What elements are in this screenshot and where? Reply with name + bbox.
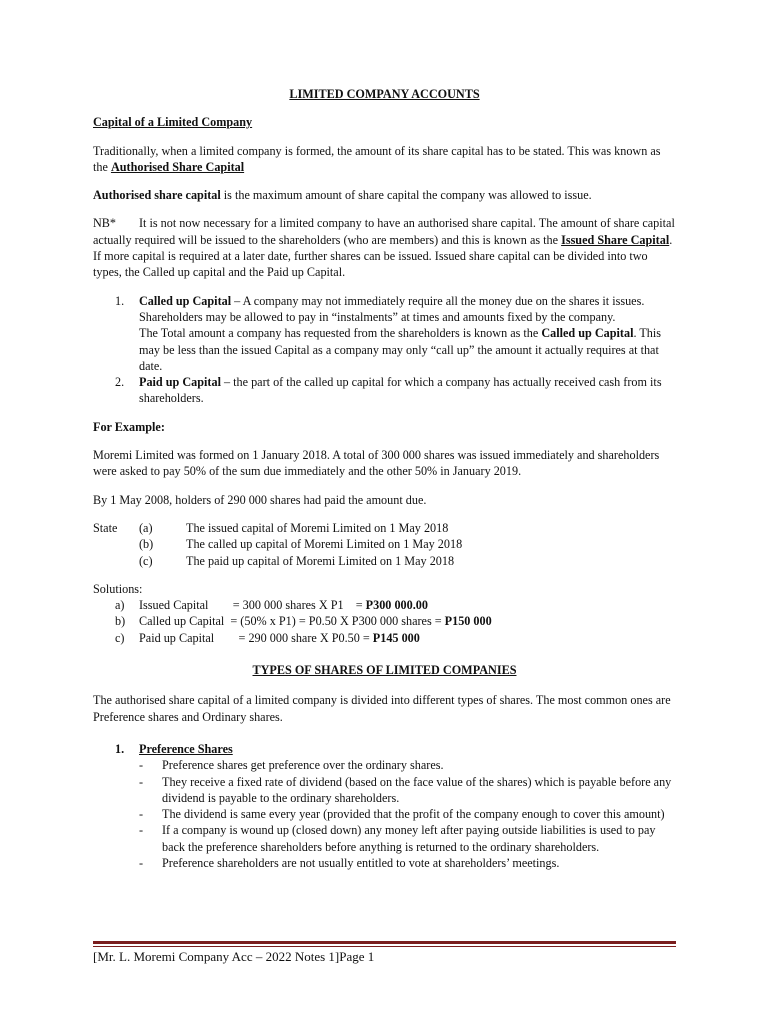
solution-label: a) [115, 598, 125, 613]
solution-answer: P300 000.00 [365, 598, 428, 613]
item-number: 2. [115, 375, 125, 390]
solution-label: c) [115, 630, 125, 645]
text: – the part of the called up capital for which a company has actually received cash from its shareholders. [139, 375, 662, 406]
state-item-label: (b) [139, 537, 154, 552]
text: . This may be less than the issued Capital as a company may only “call up” the amount it actually requires at that date. [139, 326, 662, 373]
paragraph-authorised-definition [93, 187, 676, 203]
list-item [93, 774, 676, 807]
dash-marker: - [139, 807, 144, 822]
text: It is not now necessary for a limited company to have an authorised share capital. The amount of share capital actually required will be issued to the shareholders (who are members) and this is known as the [93, 216, 675, 247]
bullet-text: If a company is wound up (closed down) any money left after paying outside liabilities is used to pay back the preference shareholders before anything is returned to the ordinary shareholders. [162, 823, 656, 854]
solution-row [93, 613, 676, 629]
page-footer: [Mr. L. Moremi Company Acc – 2022 Notes 1]Page 1 [93, 949, 375, 964]
solutions-label: Solutions: [93, 581, 143, 596]
solution-label: b) [115, 614, 126, 629]
state-label: State [93, 520, 118, 535]
bullet-text: Preference shareholders are not usually entitled to vote at shareholders’ meetings. [162, 855, 560, 870]
text: . If more capital is required at a later date, further shares can be issued. Issued share capital can be divided into two types, the Called up capital and the Paid up Capital. [93, 232, 673, 280]
nb-tag: NB* [93, 216, 117, 231]
list-item [93, 293, 676, 374]
solution-answer: P150 000 [444, 614, 492, 629]
footer-rule-thick [93, 941, 676, 944]
state-item-label: (c) [139, 553, 153, 568]
bullet-text: They receive a fixed rate of dividend (based on the face value of the shares) which is payable before any dividend is payable to the ordinary shareholders. [162, 774, 672, 805]
term: Called up Capital [541, 326, 634, 341]
solution-text: Called up Capital = (50% x P1) = P0.50 X P300 000 shares = [139, 614, 445, 629]
list-item [93, 374, 676, 407]
section-heading-capital: Capital of a Limited Company [93, 115, 253, 130]
example-heading [93, 419, 676, 435]
solution-text: Issued Capital = 300 000 shares X P1 = [139, 598, 366, 613]
list-item [93, 806, 676, 822]
heading-text: For Example: [93, 419, 165, 434]
dash-marker: - [139, 855, 144, 870]
item-body [139, 293, 676, 374]
preference-shares-heading [93, 741, 676, 757]
term-authorised-share-capital: Authorised Share Capital [110, 159, 245, 174]
sub-number: 1. [115, 741, 125, 756]
bullet-text: Preference shares get preference over the ordinary shares. [162, 758, 444, 773]
text: The Total amount a company has requested from the shareholders is known as the [139, 326, 542, 341]
state-item-label: (a) [139, 520, 153, 535]
document-title: LIMITED COMPANY ACCOUNTS [289, 87, 480, 101]
text: Traditionally, when a limited company is formed, the amount of its share capital has to be stated. This was known as the [93, 143, 661, 174]
paragraph-nb [93, 215, 676, 280]
dash-marker: - [139, 774, 144, 789]
sub-heading: Preference Shares [139, 741, 233, 756]
term: Paid up Capital [139, 375, 221, 390]
text: – A company may not immediately require all the money due on the shares it issues. Shareholders may be allowed to pay in “instalments” at times and amounts fixed by the company. [139, 293, 645, 324]
dash-marker: - [139, 823, 144, 838]
example-paragraph-1: Moremi Limited was formed on 1 January 2018. A total of 300 000 shares was issued immediately and shareholders were asked to pay 50% of the sum due immediately and the other 50% in January 2019. [93, 448, 660, 479]
text: is the maximum amount of share capital the company was allowed to issue. [220, 188, 592, 203]
section-title-types-of-shares: TYPES OF SHARES OF LIMITED COMPANIES [252, 663, 517, 678]
dash-marker: - [139, 758, 144, 773]
item-number: 1. [115, 293, 125, 308]
list-item [93, 822, 676, 855]
state-item-text: The paid up capital of Moremi Limited on 1 May 2018 [186, 553, 455, 568]
state-item-text: The issued capital of Moremi Limited on 1 May 2018 [186, 520, 449, 535]
term: Called up Capital [139, 293, 232, 308]
types-intro-paragraph: The authorised share capital of a limited company is divided into different types of shares. The most common ones are Preference shares and Ordinary shares. [93, 693, 671, 724]
bullet-text: The dividend is same every year (provided that the profit of the company enough to cover this amount) [162, 807, 665, 822]
term: Authorised share capital [93, 188, 221, 203]
state-item-text: The called up capital of Moremi Limited on 1 May 2018 [186, 537, 463, 552]
capital-types-list [93, 293, 676, 407]
example-paragraph-2: By 1 May 2008, holders of 290 000 shares had paid the amount due. [93, 492, 427, 507]
solution-answer: P145 000 [372, 630, 420, 645]
item-body [139, 374, 676, 407]
preference-shares-list [93, 757, 676, 871]
document-page [93, 86, 676, 871]
solutions-block [93, 581, 676, 646]
solution-row [93, 630, 676, 646]
footer-rule-thin [93, 946, 676, 947]
solution-text: Paid up Capital = 290 000 share X P0.50 = [139, 630, 373, 645]
list-item [93, 855, 676, 871]
paragraph-traditionally [93, 143, 676, 176]
term-issued-share-capital: Issued Share Capital [561, 232, 670, 247]
state-list [93, 520, 676, 569]
list-item [93, 757, 676, 773]
solution-row [93, 597, 676, 613]
